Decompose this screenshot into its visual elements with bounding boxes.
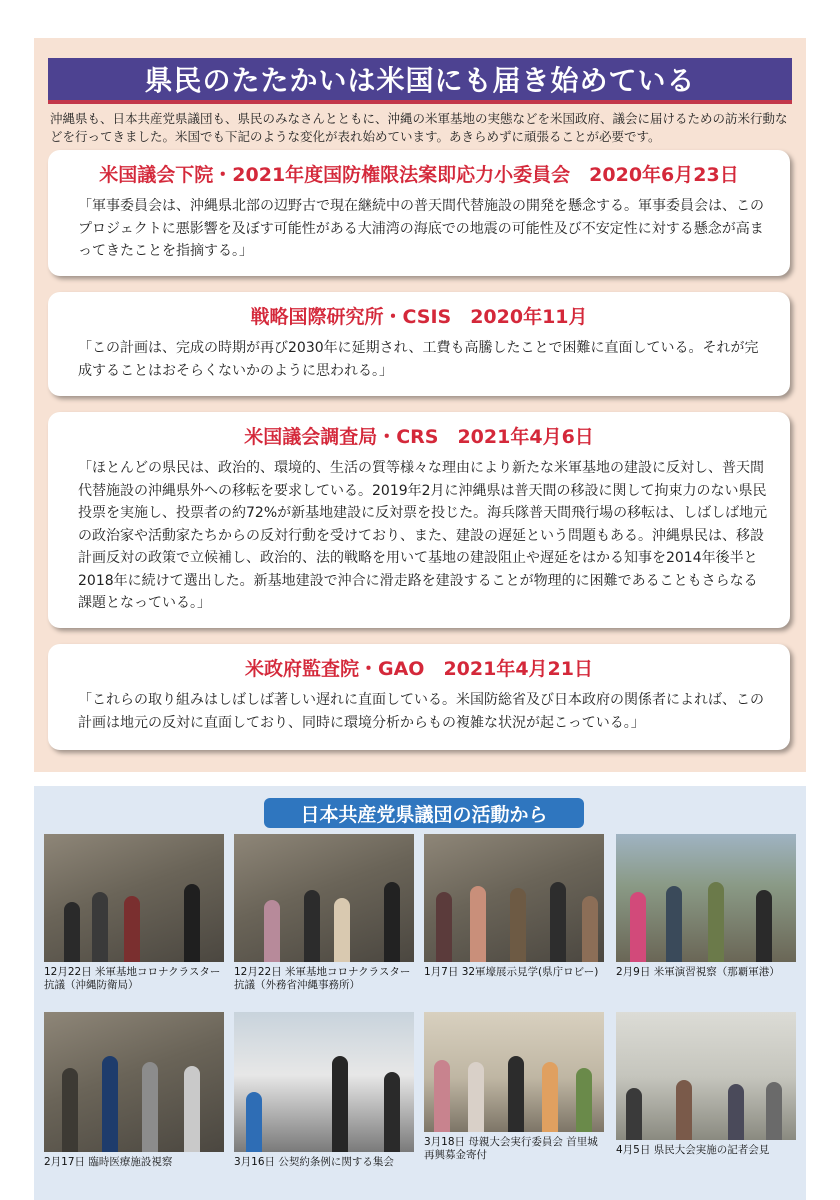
activity-photo: [424, 1012, 604, 1132]
activity-caption: 1月7日 32軍壕展示見学(県庁ロビー): [424, 966, 599, 978]
activity-photo: [616, 1012, 796, 1140]
activity-caption: 12月22日 米軍基地コロナクラスター抗議（沖縄防衛局）: [44, 966, 221, 991]
card-quote: 「ほとんどの県民は、政治的、環境的、生活の質等様々な理由により新たな米軍基地の建設に反対し、普天間代替施設の沖縄県外への移転を要求している。2019年2月に沖縄県は普天間の移設に関して拘束力のない県民投票を実施し、投票者の約72%が新基地建設に反対票を投じた。海兵隊普天間飛行場の移転は、しばしば地元の政治家や活動家たちからの反対行動を受けており、また、建設の遅延という問題もある。沖縄県民は、移設計画反対の政策で立候補し、政治的、法的戦略を用いて基地の建設阻止や遅延をはかる知事を2014年後半と2018年に続けて選出した。新基地建設で沖合に滑走路を建設することが物理的に困難であることもさらなる課題となっている。」: [78, 460, 768, 611]
activity-caption: 3月16日 公契約条例に関する集会: [234, 1156, 394, 1168]
intro-paragraph: 沖縄県も、日本共産党県議団も、県民のみなさんとともに、沖縄の米軍基地の実態などを米国政府、議会に届けるための訪米行動などを行ってきました。米国でも下記のような変化が表れ始めています。あきらめずに頑張ることが必要です。: [50, 111, 788, 144]
quote-card-house-committee: [48, 150, 790, 276]
card-title: 米国議会調査局・CRS 2021年4月6日: [244, 426, 594, 448]
activity-photo: [234, 1012, 414, 1152]
card-quote: 「これらの取り組みはしばしば著しい遅れに直面している。米国防総省及び日本政府の関係者によれば、この計画は地元の反対に直面しており、同時に環境分析からもの複雑な状況が起こっている。」: [78, 692, 764, 731]
card-title: 戦略国際研究所・CSIS 2020年11月: [250, 306, 588, 328]
card-quote: 「軍事委員会は、沖縄県北部の辺野古で現在継続中の普天間代替施設の開発を懸念する。軍事委員会は、このプロジェクトに悪影響を及ぼす可能性がある大浦湾の海底での地震の可能性及び不安定性に対する懸念が高まってきたことを指摘する。」: [78, 198, 764, 259]
activity-caption: 3月18日 母親大会実行委員会 首里城再興募金寄付: [424, 1136, 598, 1161]
quote-card-crs: [48, 412, 790, 628]
quote-card-gao: [48, 644, 790, 750]
section-banner: 県民のたたかいは米国にも届き始めている: [48, 58, 792, 104]
activity-photo: [44, 1012, 224, 1152]
activity-caption: 4月5日 県民大会実施の記者会見: [616, 1144, 770, 1156]
card-title: 米国議会下院・2021年度国防権限法案即応力小委員会 2020年6月23日: [99, 164, 739, 186]
activity-caption: 12月22日 米軍基地コロナクラスター抗議（外務省沖縄事務所）: [234, 966, 411, 991]
activity-photo: [44, 834, 224, 962]
card-quote: 「この計画は、完成の時期が再び2030年に延期され、工費も高騰したことで困難に直面している。それが完成することはおそらくないかのように思われる。」: [78, 340, 759, 379]
quote-card-csis: [48, 292, 790, 396]
us-reaction-section: [34, 38, 806, 772]
activity-photo: [234, 834, 414, 962]
activity-caption: 2月17日 臨時医療施設視察: [44, 1156, 173, 1168]
activity-photo: [616, 834, 796, 962]
activities-section: [34, 786, 806, 1200]
activities-title: 日本共産党県議団の活動から: [264, 798, 584, 828]
card-title: 米政府監査院・GAO 2021年4月21日: [245, 658, 593, 680]
activity-photo: [424, 834, 604, 962]
activity-caption: 2月9日 米軍演習視察（那覇軍港）: [616, 966, 780, 978]
